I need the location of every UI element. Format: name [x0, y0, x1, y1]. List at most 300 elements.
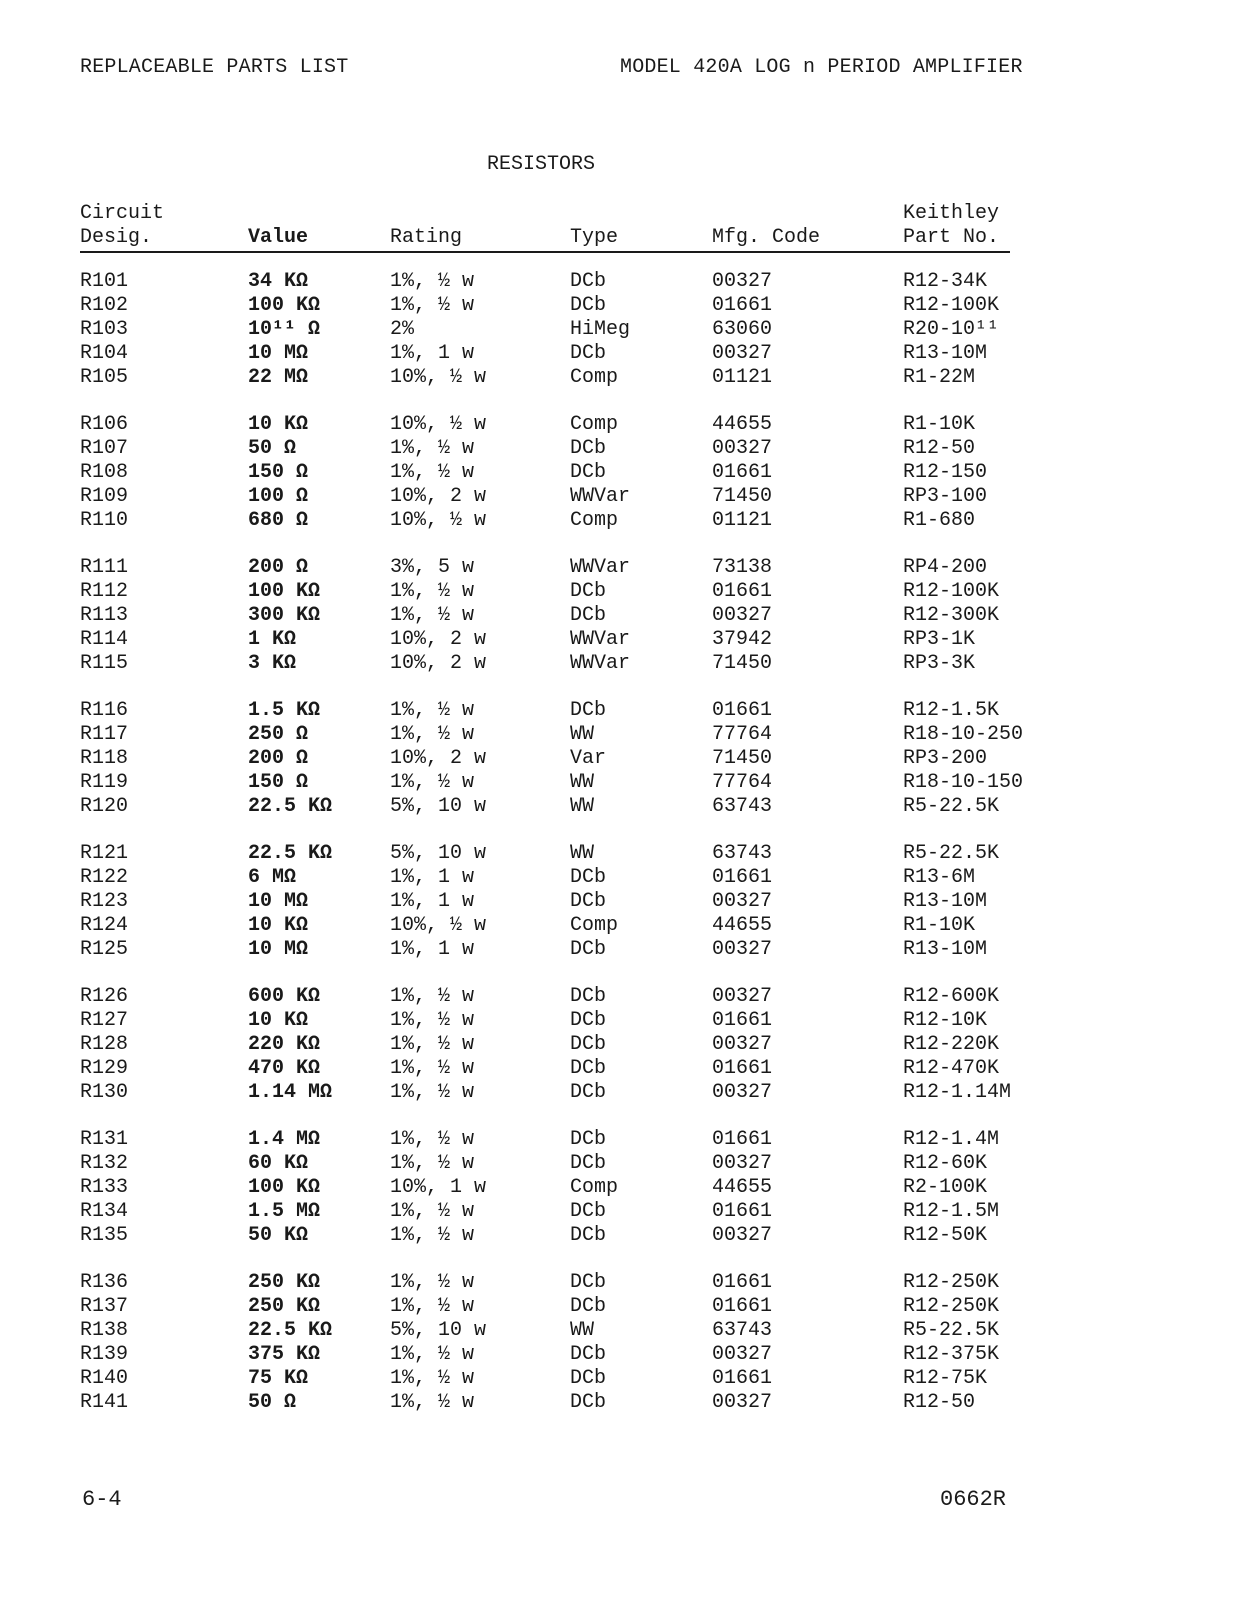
cell-circuit-desig: R114 [80, 628, 129, 651]
column-header-rating: Rating [390, 226, 463, 249]
cell-part-no: R12-34K [903, 270, 988, 293]
cell-rating: 1%, ½ w [390, 1271, 475, 1294]
cell-mfg-code: 00327 [712, 604, 773, 627]
cell-value: 200 Ω [248, 747, 309, 770]
cell-type: DCb [570, 699, 607, 722]
cell-circuit-desig: R101 [80, 270, 129, 293]
table-row [0, 318, 1241, 342]
cell-circuit-desig: R120 [80, 795, 129, 818]
table-row [0, 413, 1241, 437]
cell-type: DCb [570, 866, 607, 889]
cell-value: 1.5 KΩ [248, 699, 321, 722]
cell-rating: 1%, ½ w [390, 1343, 475, 1366]
cell-rating: 1%, ½ w [390, 604, 475, 627]
column-header-part-line1: Keithley [903, 202, 1000, 225]
cell-rating: 1%, ½ w [390, 723, 475, 746]
cell-rating: 5%, 10 w [390, 795, 487, 818]
cell-rating: 1%, ½ w [390, 1009, 475, 1032]
cell-mfg-code: 00327 [712, 1152, 773, 1175]
cell-mfg-code: 44655 [712, 1176, 773, 1199]
cell-type: DCb [570, 985, 607, 1008]
cell-rating: 1%, ½ w [390, 1152, 475, 1175]
cell-rating: 1%, ½ w [390, 580, 475, 603]
cell-mfg-code: 01661 [712, 461, 773, 484]
cell-rating: 1%, ½ w [390, 294, 475, 317]
table-row [0, 1271, 1241, 1295]
cell-mfg-code: 00327 [712, 1081, 773, 1104]
cell-type: DCb [570, 890, 607, 913]
table-row [0, 866, 1241, 890]
cell-part-no: RP3-3K [903, 652, 976, 675]
cell-value: 3 KΩ [248, 652, 297, 675]
table-row [0, 628, 1241, 652]
cell-mfg-code: 00327 [712, 890, 773, 913]
header-left-title: REPLACEABLE PARTS LIST [80, 56, 349, 79]
cell-value: 22.5 KΩ [248, 795, 333, 818]
cell-circuit-desig: R135 [80, 1224, 129, 1247]
table-row [0, 342, 1241, 366]
cell-mfg-code: 00327 [712, 270, 773, 293]
group-spacer [0, 819, 1241, 842]
cell-rating: 2% [390, 318, 415, 341]
cell-type: DCb [570, 461, 607, 484]
cell-part-no: R18-10-150 [903, 771, 1024, 794]
cell-type: DCb [570, 1343, 607, 1366]
cell-circuit-desig: R121 [80, 842, 129, 865]
cell-circuit-desig: R112 [80, 580, 129, 603]
cell-rating: 1%, ½ w [390, 270, 475, 293]
cell-part-no: R12-300K [903, 604, 1000, 627]
document-code: 0662R [940, 1487, 1007, 1512]
cell-type: DCb [570, 1224, 607, 1247]
cell-type: Comp [570, 366, 619, 389]
cell-rating: 10%, 2 w [390, 485, 487, 508]
cell-value: 10 MΩ [248, 938, 309, 961]
cell-mfg-code: 01661 [712, 580, 773, 603]
cell-value: 10 MΩ [248, 890, 309, 913]
cell-rating: 1%, ½ w [390, 985, 475, 1008]
cell-part-no: R12-50K [903, 1224, 988, 1247]
cell-mfg-code: 73138 [712, 556, 773, 579]
table-row [0, 723, 1241, 747]
cell-type: WW [570, 723, 595, 746]
table-row [0, 1057, 1241, 1081]
cell-value: 300 KΩ [248, 604, 321, 627]
cell-mfg-code: 63060 [712, 318, 773, 341]
column-header-circuit-line2: Desig. [80, 226, 153, 249]
cell-value: 1.4 MΩ [248, 1128, 321, 1151]
cell-rating: 10%, ½ w [390, 914, 487, 937]
cell-type: DCb [570, 580, 607, 603]
cell-rating: 1%, ½ w [390, 1391, 475, 1414]
cell-circuit-desig: R104 [80, 342, 129, 365]
cell-mfg-code: 01661 [712, 699, 773, 722]
cell-circuit-desig: R134 [80, 1200, 129, 1223]
table-row [0, 771, 1241, 795]
cell-mfg-code: 01661 [712, 1271, 773, 1294]
cell-part-no: R12-375K [903, 1343, 1000, 1366]
cell-rating: 1%, ½ w [390, 437, 475, 460]
cell-value: 50 Ω [248, 437, 297, 460]
cell-part-no: R13-10M [903, 890, 988, 913]
cell-type: WW [570, 1319, 595, 1342]
cell-type: DCb [570, 1200, 607, 1223]
cell-value: 220 KΩ [248, 1033, 321, 1056]
table-row [0, 1200, 1241, 1224]
cell-circuit-desig: R109 [80, 485, 129, 508]
cell-rating: 10%, 1 w [390, 1176, 487, 1199]
cell-circuit-desig: R113 [80, 604, 129, 627]
cell-circuit-desig: R115 [80, 652, 129, 675]
cell-part-no: R12-50 [903, 437, 976, 460]
page-number: 6-4 [82, 1487, 122, 1512]
cell-circuit-desig: R133 [80, 1176, 129, 1199]
cell-mfg-code: 01121 [712, 509, 773, 532]
cell-part-no: R1-10K [903, 413, 976, 436]
cell-part-no: R1-10K [903, 914, 976, 937]
cell-rating: 3%, 5 w [390, 556, 475, 579]
cell-type: DCb [570, 342, 607, 365]
cell-circuit-desig: R137 [80, 1295, 129, 1318]
cell-circuit-desig: R131 [80, 1128, 129, 1151]
cell-mfg-code: 01661 [712, 1295, 773, 1318]
cell-mfg-code: 00327 [712, 1224, 773, 1247]
cell-mfg-code: 77764 [712, 723, 773, 746]
cell-part-no: R12-1.5M [903, 1200, 1000, 1223]
cell-circuit-desig: R128 [80, 1033, 129, 1056]
cell-circuit-desig: R139 [80, 1343, 129, 1366]
cell-circuit-desig: R116 [80, 699, 129, 722]
cell-circuit-desig: R122 [80, 866, 129, 889]
cell-rating: 1%, ½ w [390, 1057, 475, 1080]
cell-part-no: R12-150 [903, 461, 988, 484]
cell-value: 200 Ω [248, 556, 309, 579]
cell-part-no: R12-600K [903, 985, 1000, 1008]
cell-circuit-desig: R102 [80, 294, 129, 317]
group-spacer [0, 533, 1241, 556]
cell-value: 10 KΩ [248, 413, 309, 436]
table-row [0, 556, 1241, 580]
table-row [0, 1033, 1241, 1057]
cell-mfg-code: 37942 [712, 628, 773, 651]
table-row [0, 699, 1241, 723]
cell-part-no: R12-250K [903, 1271, 1000, 1294]
cell-mfg-code: 00327 [712, 1033, 773, 1056]
cell-value: 10 KΩ [248, 914, 309, 937]
group-spacer [0, 1248, 1241, 1271]
cell-part-no: RP3-1K [903, 628, 976, 651]
table-row [0, 747, 1241, 771]
cell-value: 250 KΩ [248, 1271, 321, 1294]
table-row [0, 1343, 1241, 1367]
table-row [0, 842, 1241, 866]
cell-mfg-code: 01661 [712, 1128, 773, 1151]
cell-circuit-desig: R119 [80, 771, 129, 794]
group-spacer [0, 390, 1241, 413]
cell-part-no: R12-1.14M [903, 1081, 1012, 1104]
cell-type: Comp [570, 914, 619, 937]
cell-part-no: R1-680 [903, 509, 976, 532]
table-row [0, 580, 1241, 604]
table-row [0, 270, 1241, 294]
cell-circuit-desig: R130 [80, 1081, 129, 1104]
cell-part-no: R12-75K [903, 1367, 988, 1390]
cell-part-no: R5-22.5K [903, 842, 1000, 865]
cell-mfg-code: 01661 [712, 1200, 773, 1223]
cell-value: 150 Ω [248, 461, 309, 484]
cell-value: 470 KΩ [248, 1057, 321, 1080]
column-header-value: Value [248, 226, 309, 249]
cell-rating: 1%, ½ w [390, 699, 475, 722]
cell-value: 1.5 MΩ [248, 1200, 321, 1223]
cell-type: DCb [570, 1295, 607, 1318]
cell-part-no: R1-22M [903, 366, 976, 389]
cell-type: DCb [570, 1081, 607, 1104]
cell-type: DCb [570, 1033, 607, 1056]
cell-circuit-desig: R129 [80, 1057, 129, 1080]
cell-value: 680 Ω [248, 509, 309, 532]
header-rule [80, 251, 1010, 253]
cell-part-no: R5-22.5K [903, 1319, 1000, 1342]
cell-value: 100 Ω [248, 485, 309, 508]
table-row [0, 294, 1241, 318]
cell-value: 6 MΩ [248, 866, 297, 889]
cell-mfg-code: 01661 [712, 866, 773, 889]
cell-circuit-desig: R141 [80, 1391, 129, 1414]
cell-value: 10 MΩ [248, 342, 309, 365]
table-row [0, 1128, 1241, 1152]
table-row [0, 985, 1241, 1009]
cell-rating: 10%, 2 w [390, 747, 487, 770]
cell-part-no: R12-100K [903, 294, 1000, 317]
cell-circuit-desig: R125 [80, 938, 129, 961]
table-row [0, 366, 1241, 390]
table-row [0, 509, 1241, 533]
cell-value: 100 KΩ [248, 1176, 321, 1199]
cell-type: WW [570, 795, 595, 818]
cell-part-no: R12-50 [903, 1391, 976, 1414]
cell-mfg-code: 00327 [712, 1343, 773, 1366]
header-right-title: MODEL 420A LOG n PERIOD AMPLIFIER [620, 56, 1023, 79]
cell-type: Comp [570, 1176, 619, 1199]
group-spacer [0, 962, 1241, 985]
cell-mfg-code: 63743 [712, 795, 773, 818]
cell-rating: 1%, ½ w [390, 1367, 475, 1390]
cell-value: 250 KΩ [248, 1295, 321, 1318]
cell-rating: 1%, ½ w [390, 1295, 475, 1318]
cell-mfg-code: 44655 [712, 413, 773, 436]
cell-mfg-code: 01661 [712, 1009, 773, 1032]
cell-value: 600 KΩ [248, 985, 321, 1008]
cell-circuit-desig: R123 [80, 890, 129, 913]
cell-circuit-desig: R108 [80, 461, 129, 484]
cell-rating: 10%, ½ w [390, 413, 487, 436]
cell-part-no: R5-22.5K [903, 795, 1000, 818]
table-row [0, 1152, 1241, 1176]
cell-rating: 10%, 2 w [390, 628, 487, 651]
parts-table [0, 270, 1241, 1415]
cell-circuit-desig: R140 [80, 1367, 129, 1390]
cell-value: 1 KΩ [248, 628, 297, 651]
cell-type: DCb [570, 1271, 607, 1294]
cell-circuit-desig: R124 [80, 914, 129, 937]
cell-rating: 1%, ½ w [390, 1224, 475, 1247]
table-row [0, 1391, 1241, 1415]
table-row [0, 914, 1241, 938]
cell-circuit-desig: R136 [80, 1271, 129, 1294]
cell-part-no: R12-250K [903, 1295, 1000, 1318]
cell-type: WWVar [570, 556, 631, 579]
cell-type: WWVar [570, 628, 631, 651]
cell-part-no: R12-60K [903, 1152, 988, 1175]
table-row [0, 1319, 1241, 1343]
cell-type: WWVar [570, 652, 631, 675]
cell-mfg-code: 01661 [712, 294, 773, 317]
cell-rating: 1%, ½ w [390, 1128, 475, 1151]
cell-type: DCb [570, 1367, 607, 1390]
cell-value: 22.5 KΩ [248, 842, 333, 865]
cell-part-no: R12-10K [903, 1009, 988, 1032]
cell-mfg-code: 01661 [712, 1057, 773, 1080]
cell-mfg-code: 63743 [712, 1319, 773, 1342]
cell-mfg-code: 71450 [712, 652, 773, 675]
column-header-circuit-line1: Circuit [80, 202, 165, 225]
cell-type: DCb [570, 270, 607, 293]
cell-rating: 1%, 1 w [390, 890, 475, 913]
cell-type: DCb [570, 1057, 607, 1080]
cell-value: 50 Ω [248, 1391, 297, 1414]
cell-type: DCb [570, 1009, 607, 1032]
cell-value: 10¹¹ Ω [248, 318, 321, 341]
table-row [0, 1295, 1241, 1319]
table-row [0, 890, 1241, 914]
cell-type: DCb [570, 938, 607, 961]
cell-mfg-code: 71450 [712, 747, 773, 770]
cell-circuit-desig: R127 [80, 1009, 129, 1032]
cell-part-no: R12-470K [903, 1057, 1000, 1080]
cell-value: 100 KΩ [248, 294, 321, 317]
cell-part-no: RP3-200 [903, 747, 988, 770]
cell-part-no: RP4-200 [903, 556, 988, 579]
table-row [0, 1081, 1241, 1105]
cell-part-no: R12-1.4M [903, 1128, 1000, 1151]
cell-type: DCb [570, 604, 607, 627]
table-row [0, 437, 1241, 461]
cell-circuit-desig: R118 [80, 747, 129, 770]
table-row [0, 1176, 1241, 1200]
cell-value: 150 Ω [248, 771, 309, 794]
table-row [0, 485, 1241, 509]
cell-value: 60 KΩ [248, 1152, 309, 1175]
cell-rating: 5%, 10 w [390, 1319, 487, 1342]
cell-circuit-desig: R138 [80, 1319, 129, 1342]
cell-circuit-desig: R103 [80, 318, 129, 341]
table-row [0, 604, 1241, 628]
cell-rating: 1%, 1 w [390, 342, 475, 365]
cell-value: 75 KΩ [248, 1367, 309, 1390]
cell-type: Comp [570, 413, 619, 436]
cell-rating: 10%, 2 w [390, 652, 487, 675]
cell-rating: 1%, ½ w [390, 1033, 475, 1056]
cell-type: Var [570, 747, 607, 770]
cell-type: WWVar [570, 485, 631, 508]
cell-value: 250 Ω [248, 723, 309, 746]
cell-type: HiMeg [570, 318, 631, 341]
cell-rating: 1%, ½ w [390, 461, 475, 484]
table-row [0, 1009, 1241, 1033]
cell-type: DCb [570, 294, 607, 317]
cell-value: 50 KΩ [248, 1224, 309, 1247]
cell-rating: 1%, ½ w [390, 771, 475, 794]
cell-rating: 10%, ½ w [390, 366, 487, 389]
table-row [0, 938, 1241, 962]
column-header-part-line2: Part No. [903, 226, 1000, 249]
cell-circuit-desig: R106 [80, 413, 129, 436]
cell-rating: 1%, 1 w [390, 866, 475, 889]
cell-rating: 1%, ½ w [390, 1081, 475, 1104]
column-header-part-no [903, 202, 999, 250]
table-row [0, 652, 1241, 676]
cell-part-no: R20-10¹¹ [903, 318, 1000, 341]
cell-part-no: R2-100K [903, 1176, 988, 1199]
cell-type: WW [570, 842, 595, 865]
cell-value: 22.5 KΩ [248, 1319, 333, 1342]
cell-type: DCb [570, 437, 607, 460]
cell-part-no: RP3-100 [903, 485, 988, 508]
cell-mfg-code: 63743 [712, 842, 773, 865]
group-spacer [0, 1105, 1241, 1128]
cell-rating: 5%, 10 w [390, 842, 487, 865]
table-row [0, 1224, 1241, 1248]
cell-value: 1.14 MΩ [248, 1081, 333, 1104]
cell-type: DCb [570, 1391, 607, 1414]
cell-mfg-code: 71450 [712, 485, 773, 508]
cell-part-no: R13-6M [903, 866, 976, 889]
cell-circuit-desig: R110 [80, 509, 129, 532]
cell-rating: 1%, 1 w [390, 938, 475, 961]
cell-circuit-desig: R105 [80, 366, 129, 389]
cell-circuit-desig: R132 [80, 1152, 129, 1175]
cell-value: 10 KΩ [248, 1009, 309, 1032]
cell-part-no: R13-10M [903, 938, 988, 961]
cell-mfg-code: 00327 [712, 437, 773, 460]
cell-part-no: R13-10M [903, 342, 988, 365]
cell-rating: 10%, ½ w [390, 509, 487, 532]
table-row [0, 795, 1241, 819]
cell-mfg-code: 44655 [712, 914, 773, 937]
cell-value: 22 MΩ [248, 366, 309, 389]
cell-type: WW [570, 771, 595, 794]
cell-value: 100 KΩ [248, 580, 321, 603]
cell-circuit-desig: R111 [80, 556, 129, 579]
column-header-circuit [80, 202, 164, 250]
cell-mfg-code: 00327 [712, 985, 773, 1008]
cell-mfg-code: 77764 [712, 771, 773, 794]
cell-circuit-desig: R117 [80, 723, 129, 746]
section-title: RESISTORS [487, 153, 596, 176]
table-row [0, 1367, 1241, 1391]
table-row [0, 461, 1241, 485]
cell-type: DCb [570, 1152, 607, 1175]
cell-part-no: R12-1.5K [903, 699, 1000, 722]
cell-part-no: R18-10-250 [903, 723, 1024, 746]
cell-part-no: R12-220K [903, 1033, 1000, 1056]
cell-circuit-desig: R107 [80, 437, 129, 460]
column-header-mfg-code: Mfg. Code [712, 226, 821, 249]
cell-rating: 1%, ½ w [390, 1200, 475, 1223]
cell-value: 34 KΩ [248, 270, 309, 293]
cell-type: DCb [570, 1128, 607, 1151]
